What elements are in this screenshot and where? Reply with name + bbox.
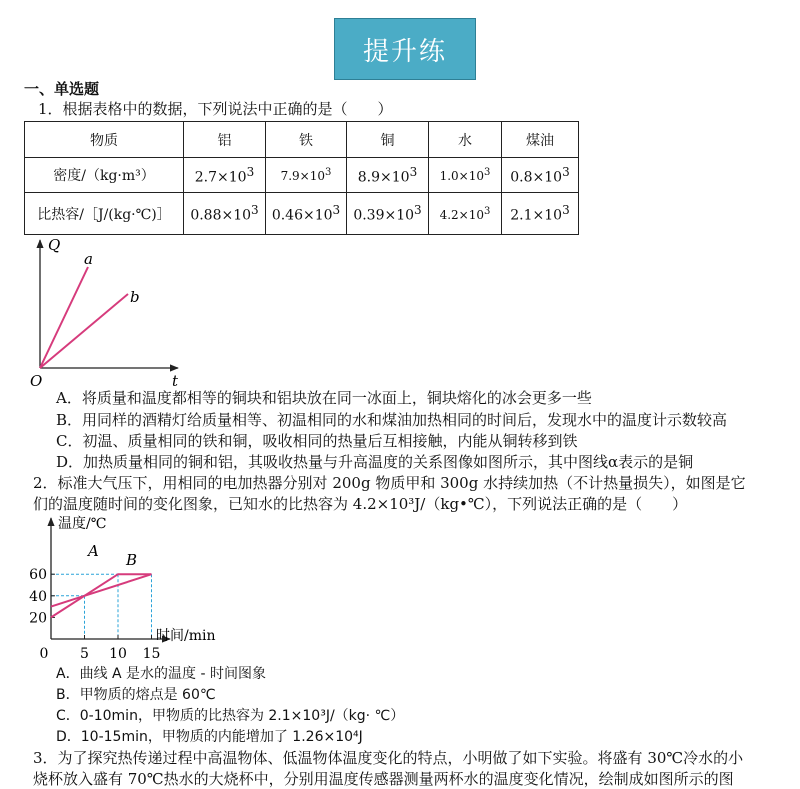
chart-origin-label: 0	[39, 646, 49, 662]
table-cell: $0.46\times 10^3$	[266, 193, 347, 235]
q3-stem-line2: 烧杯放入盛有 70℃热水的大烧杯中，分别用温度传感器测量两杯水的温度变化情况，绘制成如图所示的图	[33, 770, 734, 788]
q1-option-d: D．加热质量相同的铜和铝，其吸收热量与升高温度的关系图像如图所示，其中图线α表示的是铜	[56, 453, 694, 471]
row-label: 比热容/［J/(kg·℃)］	[25, 193, 184, 235]
x-tick-label: 5	[80, 646, 89, 662]
table-header: 煤油	[502, 122, 579, 158]
table-row	[25, 193, 579, 235]
y-tick-label: 40	[29, 588, 47, 605]
table-cell: $0.39\times 10^3$	[347, 193, 429, 235]
series-b-line	[51, 574, 152, 606]
chart-y-label: 温度/℃	[58, 516, 107, 532]
table-header-row	[25, 122, 579, 158]
q1-option-a: A．将质量和温度都相等的铜块和铝块放在同一冰面上，铜块熔化的冰会更多一些	[56, 389, 592, 407]
table-cell: $4.2\times 10^3$	[429, 193, 502, 235]
q2-option-b: B．甲物质的熔点是 60℃	[56, 687, 216, 703]
q2-stem-line2: 们的温度随时间的变化图象，已知水的比热容为 4.2×10³J/（kg•℃），下列说法正确的是（ ）	[33, 495, 688, 513]
origin-label: O	[30, 372, 43, 390]
q2-option-c: C．0-10min，甲物质的比热容为 2.1×10³J/（kg· ℃）	[56, 708, 405, 724]
line-a-label: a	[84, 250, 93, 268]
row-label: 密度/（kg·m³）	[25, 158, 184, 193]
x-tick-label: 10	[109, 646, 127, 662]
series-b-label: B	[126, 551, 138, 569]
x-axis-label: t	[172, 372, 179, 390]
x-tick-label: 15	[142, 646, 161, 662]
table-header: 水	[429, 122, 502, 158]
q2-option-d: D．10-15min，甲物质的内能增加了 1.26×10⁴J	[56, 729, 363, 745]
q1-stem: 1．根据表格中的数据，下列说法中正确的是（ ）	[38, 100, 393, 118]
y-tick-label: 60	[29, 567, 47, 584]
q2-option-a: A．曲线 A 是水的温度 - 时间图象	[56, 666, 267, 682]
q1-option-b: B．用同样的酒精灯给质量相等、初温相同的水和煤油加热相同的时间后，发现水中的温度计示数较高	[56, 411, 728, 429]
q3-stem-line1: 3．为了探究热传递过程中高温物体、低温物体温度变化的特点，小明做了如下实验。将盛有 30℃冷水的小	[33, 749, 744, 767]
line-a	[40, 267, 88, 368]
table-cell: $0.8\times 10^3$	[502, 158, 579, 193]
temperature-time-chart	[20, 512, 230, 664]
table-cell: $8.9\times 10^3$	[347, 158, 429, 193]
table-cell: $7.9\times 10^3$	[266, 158, 347, 193]
line-b	[40, 294, 128, 368]
y-axis-label: Q	[48, 236, 61, 254]
table-row	[25, 158, 579, 193]
q2-stem-line1: 2．标准大气压下，用相同的电加热器分别对 200g 物质甲和 300g 水持续加热（不计热量损失），如图是它	[33, 474, 746, 492]
table-cell: $0.88\times 10^3$	[184, 193, 266, 235]
q1-option-c: C．初温、质量相同的铁和铜，吸收相同的热量后互相接触，内能从铜转移到铁	[56, 432, 578, 450]
table-cell: $2.7\times 10^3$	[184, 158, 266, 193]
y-tick-label: 20	[29, 610, 47, 627]
page-title: 提升练	[334, 18, 476, 80]
q-t-graph	[28, 234, 188, 390]
properties-table	[24, 121, 579, 235]
chart-x-label: 时间/min	[156, 628, 216, 644]
table-header: 铝	[184, 122, 266, 158]
table-cell: $2.1\times 10^3$	[502, 193, 579, 235]
series-a-label: A	[88, 542, 99, 560]
section-title: 一、单选题	[24, 80, 100, 98]
table-header: 物质	[25, 122, 184, 158]
line-b-label: b	[130, 288, 140, 306]
table-header: 铜	[347, 122, 429, 158]
table-header: 铁	[266, 122, 347, 158]
table-cell: $1.0\times 10^3$	[429, 158, 502, 193]
